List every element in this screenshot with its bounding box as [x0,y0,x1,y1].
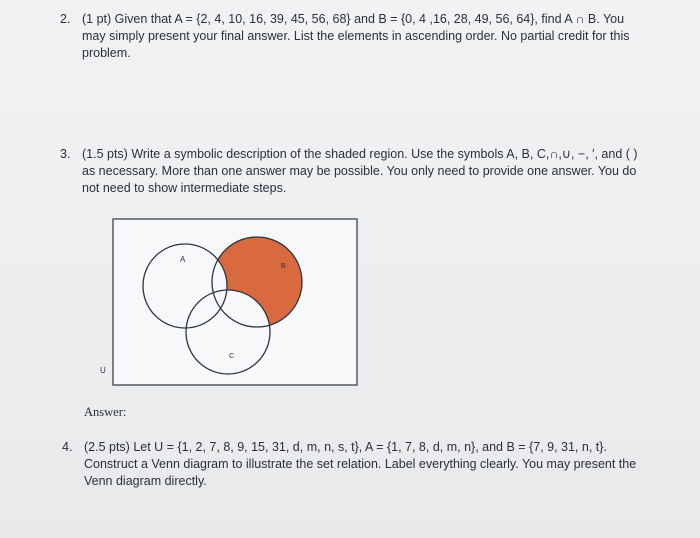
question-2-line-3: problem. [82,46,131,60]
question-3-line-3: not need to show intermediate steps. [82,181,287,195]
question-4-line-1: (2.5 pts) Let U = {1, 2, 7, 8, 9, 15, 31, d, m, n, s, t}, A = {1, 7, 8, d, m, n}, and B = {7, 9, 31, n, t}. [84,440,607,454]
question-3-line-2: as necessary. More than one answer may be possible. You only need to provide one answer. You do [82,164,637,178]
question-4-number: 4. [62,440,73,454]
question-4-line-3: Venn diagram directly. [84,474,207,488]
question-2-number: 2. [60,12,71,26]
question-3-line-1: (1.5 pts) Write a symbolic description of the shaded region. Use the symbols A, B, C,∩,∪, −, ′, and ( ) [82,147,638,161]
question-4 [62,439,682,490]
universe-label: U [100,366,106,375]
question-3 [60,146,680,197]
question-4-line-2: Construct a Venn diagram to illustrate the set relation. Label everything clearly. You may present the [84,457,637,471]
question-2 [60,11,680,62]
venn-diagram [100,218,358,390]
set-b-label: B [281,263,286,270]
question-3-number: 3. [60,147,71,161]
question-2-line-1: (1 pt) Given that A = {2, 4, 10, 16, 39, 45, 56, 68} and B = {0, 4 ,16, 28, 49, 56, 64}, find A ∩ B. You [82,12,625,26]
set-c-label: C [229,353,235,360]
answer-label: Answer: [84,405,127,419]
question-2-line-2: may simply present your final answer. List the elements in ascending order. No partial credit for this [82,29,630,43]
set-a-label: A [180,255,186,264]
